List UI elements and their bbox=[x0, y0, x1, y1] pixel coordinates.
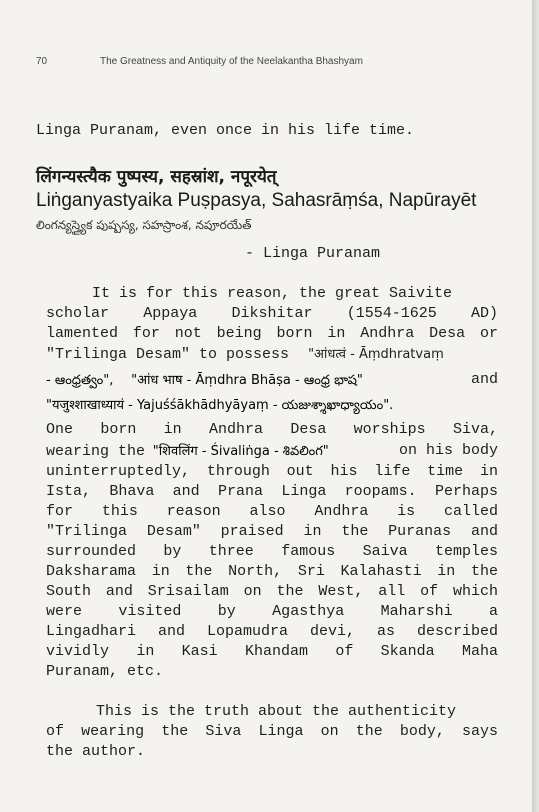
para1-line-8-a: wearing the bbox=[46, 443, 146, 460]
para1-line-12: "Trilinga Desam" praised in the Puranas and bbox=[46, 523, 498, 540]
para1-line-5 bbox=[46, 370, 498, 391]
running-title: The Greatness and Antiquity of the Neelakantha Bhashyam bbox=[100, 56, 363, 67]
para1-line-19: Puranam, etc. bbox=[46, 663, 164, 680]
para1-line-5-and: and bbox=[470, 371, 498, 388]
para2-line-3: the author. bbox=[46, 743, 146, 760]
para1-line-17: Lingadhari and Lopamudra devi, as described bbox=[46, 623, 498, 640]
para1-line-9: uninterruptedly, through out his life time in bbox=[46, 463, 498, 480]
verse-devanagari: लिंगन्यस्त्यैक पुष्पस्य, सहस्रांश, नपूरयेत् bbox=[36, 167, 277, 187]
para1-line-1: It is for this reason, the great Saivite bbox=[92, 285, 453, 302]
para1-line-10: Ista, Bhava and Prana Linga roopams. Perhaps bbox=[46, 483, 498, 500]
para1-line-15: South and Srisailam on the West, all of which bbox=[46, 583, 498, 600]
para1-line-18: vividly in Kasi Khandam of Skanda Maha bbox=[46, 643, 498, 660]
andhratvam-term: "आंधत्वं - Āṃdhratvaṃ bbox=[308, 347, 444, 362]
para1-line-7: One born in Andhra Desa worships Siva, bbox=[46, 421, 498, 438]
verse-telugu: లింగన్యస్త్యైక పుష్పస్య, సహస్రాంశ, నపూరయేత్ bbox=[36, 218, 252, 232]
para2-line-2: of wearing the Siva Linga on the body, says bbox=[46, 723, 498, 740]
verse-transliteration: Liṅganyastyaika Puṣpasya, Sahasrāṃśa, Napūrayēt bbox=[36, 190, 477, 211]
yajussakha-term: "यजुश्शाखाध्यायं - Yajuśśākhādhyāyaṃ - యజుశ్శాఖాధ్యాయం". bbox=[46, 398, 394, 413]
sivalinga-term: "शिवलिंग - Śivaliṅga - శివలింగ" bbox=[152, 444, 329, 459]
para1-line-8-c: on his body bbox=[398, 442, 498, 459]
para1-line-3: lamented for not being born in Andhra Desa or bbox=[46, 325, 498, 342]
para1-line-11: for this reason also Andhra is called bbox=[46, 503, 498, 520]
para1-line-16: were visited by Agasthya Maharshi a bbox=[46, 603, 498, 620]
para1-line-2: scholar Appaya Dikshitar (1554-1625 AD) bbox=[46, 305, 498, 322]
verse-source: - Linga Puranam bbox=[245, 245, 381, 262]
para2-line-1: This is the truth about the authenticity bbox=[96, 703, 457, 720]
intro-line: Linga Puranam, even once in his life time. bbox=[36, 122, 415, 139]
para1-line-13: surrounded by three famous Saiva temples bbox=[46, 543, 498, 560]
page-header bbox=[36, 56, 506, 67]
page-edge bbox=[532, 0, 539, 812]
para1-line-6 bbox=[46, 395, 393, 416]
page-number: 70 bbox=[36, 56, 48, 67]
para1-line-14: Daksharama in the North, Sri Kalahasti in the bbox=[46, 563, 498, 580]
andhratvam-telugu: - ఆంధ్రత్వం", bbox=[46, 373, 114, 388]
para1-line-8 bbox=[46, 441, 498, 462]
para1-line-4-text: "Trilinga Desam" to possess bbox=[46, 346, 290, 363]
andhra-bhasa-term: "आंध भाष - Āṃdhra Bhāṣa - ఆంధ్ర భాష" bbox=[131, 373, 363, 388]
para1-line-4 bbox=[46, 345, 444, 365]
